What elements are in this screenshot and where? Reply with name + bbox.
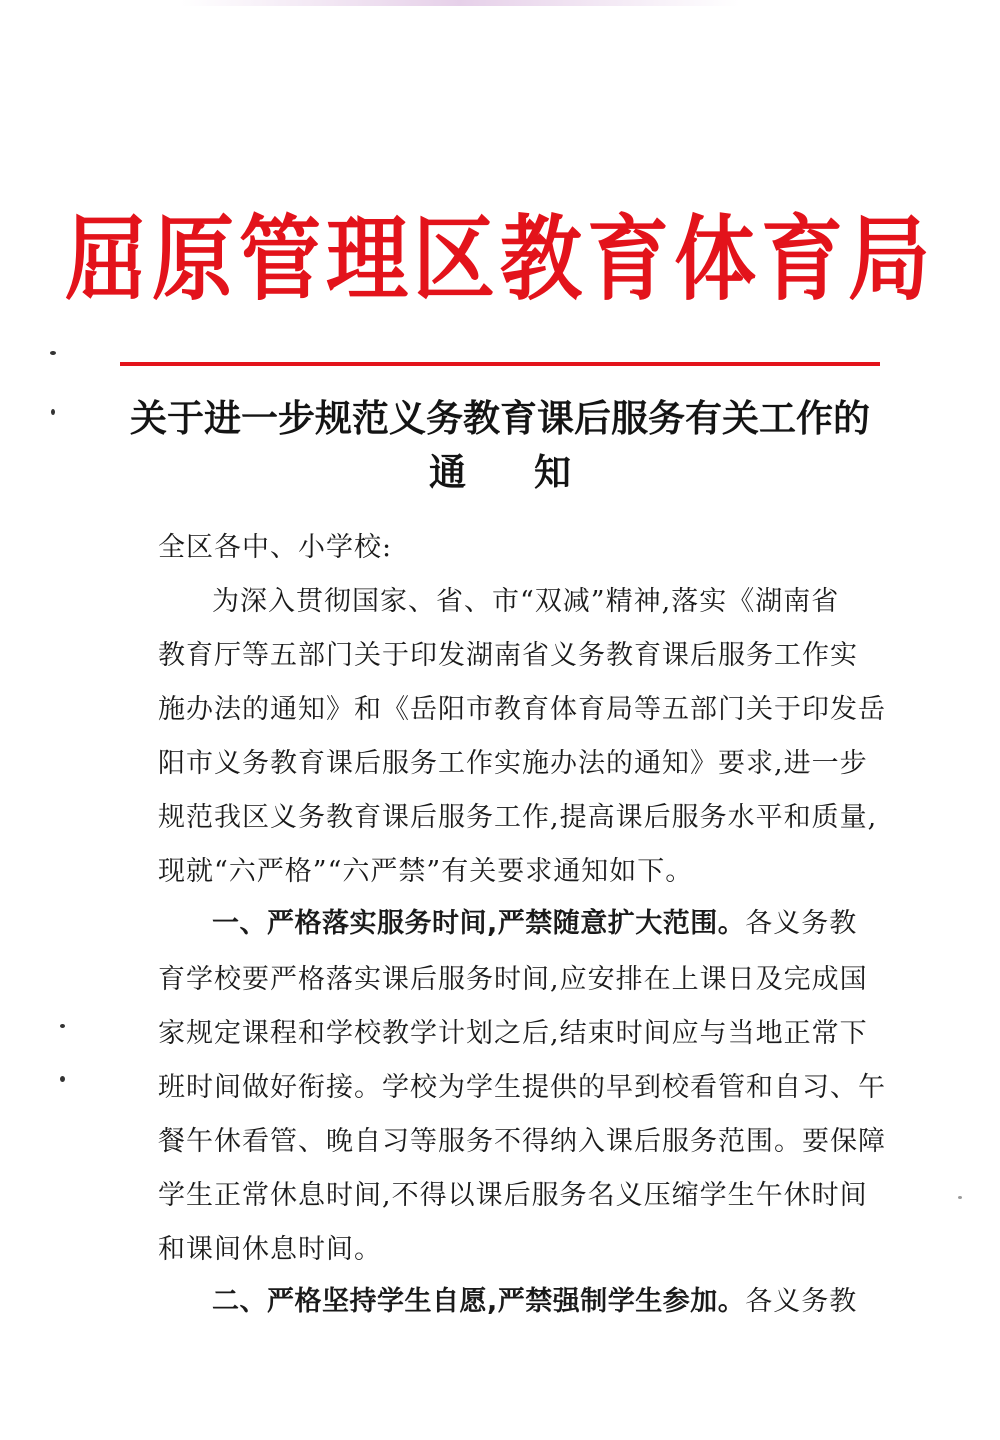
scan-speck bbox=[51, 409, 55, 415]
section-2-first-line bbox=[158, 1282, 858, 1322]
section-1-heading: 一、严格落实服务时间,严禁随意扩大范围。 bbox=[212, 908, 746, 939]
body-line-4: 阳市义务教育课后服务工作实施办法的通知》要求,进一步 bbox=[158, 748, 868, 779]
section-1-line-6: 和课间休息时间。 bbox=[158, 1234, 382, 1265]
scan-speck bbox=[60, 1076, 65, 1082]
addressee: 全区各中、小学校: bbox=[158, 532, 393, 563]
section-1-line-4: 餐午休看管、晚自习等服务不得纳入课后服务范围。要保障 bbox=[158, 1126, 886, 1157]
section-2-heading-tail: 各义务教 bbox=[745, 1286, 858, 1317]
section-2-heading: 二、严格坚持学生自愿,严禁强制学生参加。 bbox=[212, 1286, 746, 1317]
body-line-1: 为深入贯彻国家、省、市“双减”精神,落实《湖南省 bbox=[212, 586, 840, 617]
scan-speck bbox=[60, 1024, 65, 1028]
section-1-line-1: 育学校要严格落实课后服务时间,应安排在上课日及完成国 bbox=[158, 964, 868, 995]
document-title-line-2: 通知 bbox=[429, 451, 639, 494]
body-line-2: 教育厅等五部门关于印发湖南省义务教育课后服务工作实 bbox=[158, 640, 858, 671]
scan-edge-tint bbox=[180, 0, 740, 6]
section-1-line-2: 家规定课程和学校教学计划之后,结束时间应与当地正常下 bbox=[158, 1018, 868, 1049]
body-line-5: 规范我区义务教育课后服务工作,提高课后服务水平和质量, bbox=[158, 802, 878, 833]
scan-speck bbox=[50, 351, 56, 355]
body-line-6: 现就“六严格”“六严禁”有关要求通知如下。 bbox=[158, 856, 694, 887]
agency-masthead: 屈原管理区教育体育局 bbox=[64, 207, 935, 314]
section-1-first-line bbox=[158, 904, 858, 944]
document-title-line-1: 关于进一步规范义务教育课后服务有关工作的 bbox=[130, 397, 870, 440]
section-1-line-3: 班时间做好衔接。学校为学生提供的早到校看管和自习、午 bbox=[158, 1072, 886, 1103]
red-divider-line bbox=[120, 362, 880, 366]
section-1-line-5: 学生正常休息时间,不得以课后服务名义压缩学生午休时间 bbox=[158, 1180, 868, 1211]
body-line-3: 施办法的通知》和《岳阳市教育体育局等五部门关于印发岳 bbox=[158, 694, 886, 725]
section-1-heading-tail: 各义务教 bbox=[745, 908, 858, 939]
scan-speck bbox=[958, 1196, 962, 1199]
